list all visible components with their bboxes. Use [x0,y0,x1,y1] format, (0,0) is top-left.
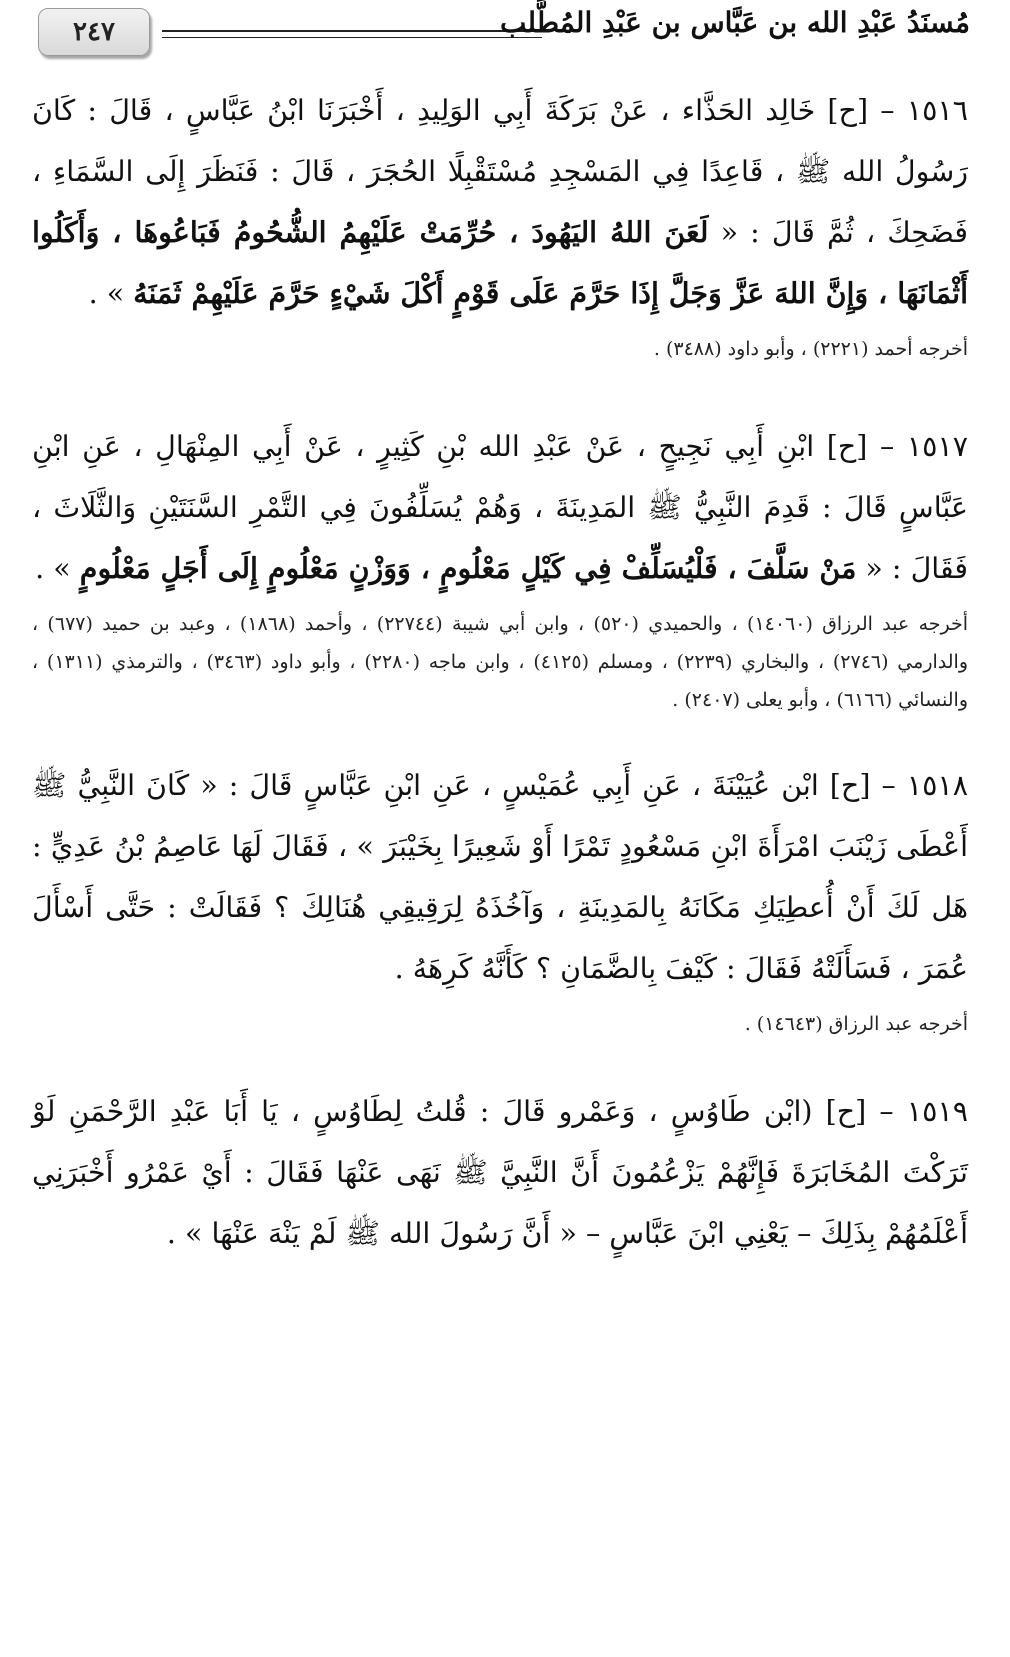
hadith-1519 [32,1081,968,1264]
prophetic-quote: لَعَنَ اللهُ اليَهُودَ ، حُرِّمَتْ عَلَيْهِمُ الشُّحُومُ فَبَاعُوهَا ، وَأَكَلُوا أَثْمَانَهَا ، وَإِنَّ اللهَ عَزَّ وَجَلَّ إِذَا حَرَّمَ عَلَى قَوْمٍ أَكْلَ شَيْءٍ حَرَّمَ عَلَيْهِمْ ثَمَنَهُ [32,215,968,310]
hadith-isnad: [ح] ابْن عُيَيْنَةَ ، عَنِ أَبِي عُمَيْسٍ ، عَنِ ابْنِ عَبَّاسٍ قَالَ : « كَانَ النَّبِيُّ ﷺ أَعْطَى زَيْنَبَ امْرَأَةَ ابْنِ مَسْعُودٍ تَمْرًا أَوْ شَعِيرًا بِخَيْبَرَ » ، فَقَالَ لَهَا عَاصِمُ بْنُ عَدِيٍّ : هَل لَكَ أَنْ أُعطِيَكِ مَكَانَهُ بِالمَدِينَةِ ، وَآخُذَهُ لِرَقِيقِي هُنَالِكَ ؟ فَقَالَتْ : حَتَّى أَسْأَلَ عُمَرَ ، فَسَأَلَتْهُ فَقَالَ : كَيْفَ بِالضَّمَانِ ؟ كَأَنَّهُ كَرِهَهُ . [32,769,968,985]
hadith-text [32,416,968,599]
hadith-1518 [32,755,968,1043]
hadith-text [32,755,968,999]
hadith-1516 [32,80,968,368]
page-body [32,80,968,1264]
header-rule [162,30,542,32]
hadith-isnad: [ح] (ابْن طَاوُسٍ ، وَعَمْرو قَالَ : قُلتُ لِطَاوُسٍ ، يَا أَبَا عَبْدِ الرَّحْمَنِ لَوْ تَرَكْتَ المُخَابَرَةَ فَإِنَّهُمْ يَزْعُمُونَ أَنَّ النَّبِيَّ ﷺ نَهَى عَنْهَا فَقَالَ : أَيْ عَمْرُو أَخْبَرَنِي أَعْلَمُهُمْ بِذَلِكَ – يَعْنِي ابْنَ عَبَّاسٍ – « أَنَّ رَسُولَ الله ﷺ لَمْ يَنْهَ عَنْهَا » . [32,1095,968,1250]
hadith-number: ١٥١٨ – [881,769,969,802]
hadith-1517 [32,416,968,719]
prophetic-quote: مَنْ سَلَّفَ ، فَلْيُسَلِّفْ فِي كَيْلٍ مَعْلُومٍ ، وَوَزْنٍ مَعْلُومٍ إِلَى أَجَلٍ مَعْلُومٍ [79,551,857,585]
takhrij-note: أخرجه أحمد (٢٢٢١) ، وأبو داود (٣٤٨٨) . [653,338,968,360]
hadith-number: ١٥١٧ – [879,430,968,463]
takhrij-note: أخرجه عبد الرزاق (١٤٦٤٣) . [744,1013,968,1035]
hadith-isnad: [ح] ابْنِ أَبِي نَجِيحٍ ، عَنْ عَبْدِ الله بْنِ كَثِيرٍ ، عَنْ أَبِي المِنْهَالِ ، عَنِ ابْنِ عَبَّاسٍ قَالَ : قَدِمَ النَّبِيُّ ﷺ المَدِينَةَ ، وَهُمْ يُسَلِّفُونَ فِي التَّمْرِ السَّنَتَيْنِ وَالثَّلَاثَ ، فَقَالَ : « [32,430,968,585]
header-rule-thin [162,37,542,38]
hadith-number: ١٥١٦ – [880,94,969,127]
page-number-badge: ٢٤٧ [38,8,150,56]
hadith-text [32,1081,968,1264]
hadith-isnad: [ح] خَالِد الحَذَّاء ، عَنْ بَرَكَةَ أَبِي الوَلِيدِ ، أَخْبَرَنَا ابْنُ عَبَّاسٍ ، قَالَ : كَانَ رَسُولُ الله ﷺ ، قَاعِدًا فِي المَسْجِدِ مُسْتَقْبِلًا الحُجَرَ ، قَالَ : فَنَظَرَ إِلَى السَّمَاءِ ، فَضَحِكَ ، ثُمَّ قَالَ : « [32,94,969,249]
hadith-closing: » . [88,277,125,310]
hadith-number: ١٥١٩ – [879,1095,968,1128]
running-title: مُسنَدُ عَبْدِ الله بن عَبَّاس بن عَبْدِ المُطَّلب [500,6,970,39]
hadith-closing: » . [35,552,71,585]
takhrij-note: أخرجه عبد الرزاق (١٤٠٦٠) ، والحميدي (٥٢٠) ، وابن أبي شيبة (٢٢٧٤٤) ، وأحمد (١٨٦٨) ، وعبد بن حميد (٦٧٧) ، والدارمي (٢٧٤٦) ، والبخاري (٢٢٣٩) ، ومسلم (٤١٢٥) ، وابن ماجه (٢٢٨٠) ، وأبو داود (٣٤٦٣) ، والترمذي (١٣١١) ، والنسائي (٦١٦٦) ، وأبو يعلى (٢٤٠٧) . [32,613,969,711]
page-header [30,4,970,60]
hadith-text [32,80,968,324]
